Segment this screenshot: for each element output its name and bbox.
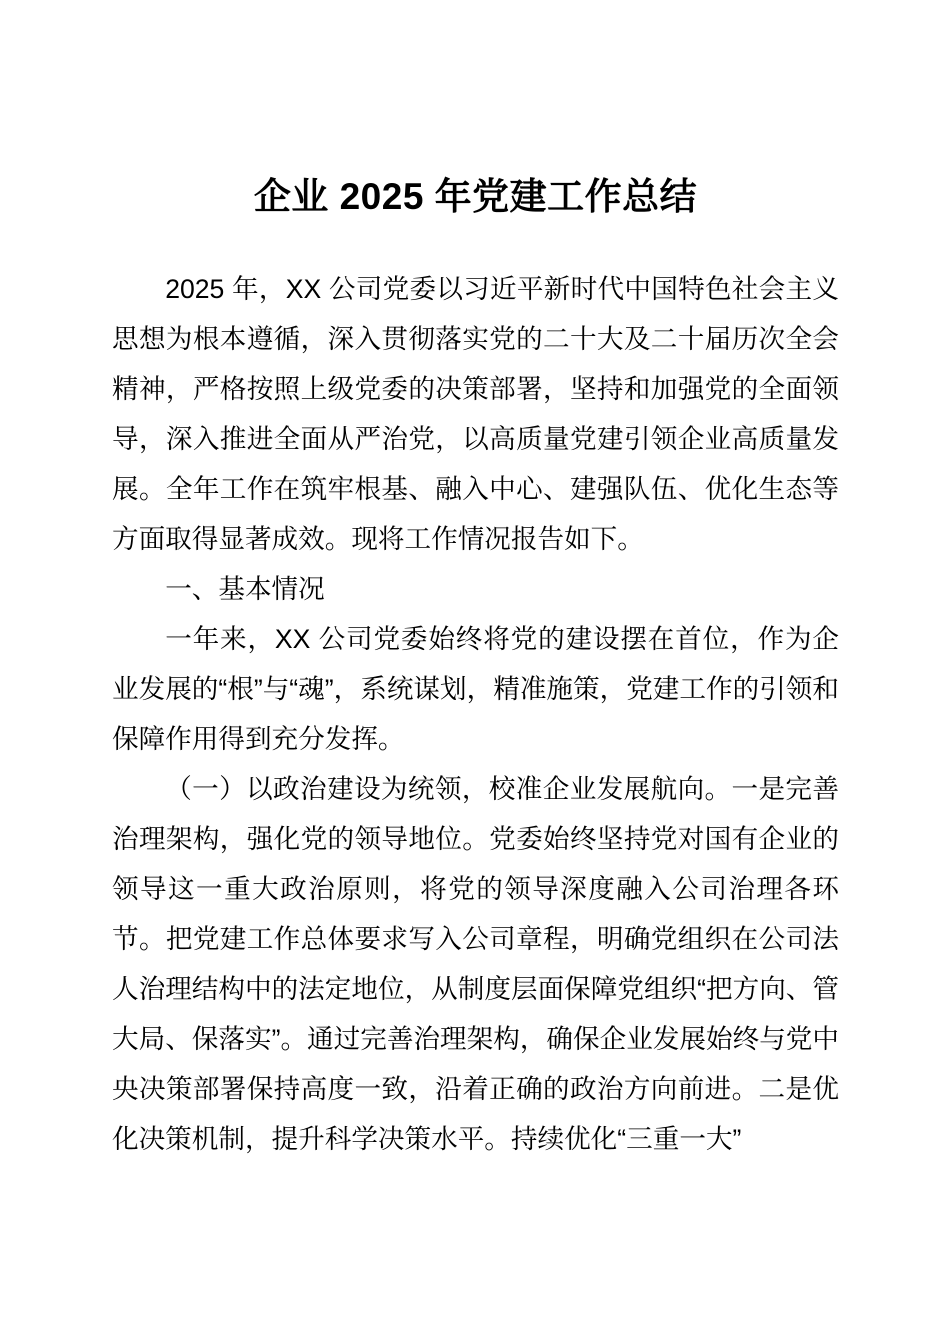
paragraph-intro: 2025 年，XX 公司党委以习近平新时代中国特色社会主义思想为根本遵循，深入贯彻落实党的二十大及二十届历次全会精神，严格按照上级党委的决策部署，坚持和加强党的全面领导，深入推进全面从严治党，以高质量党建引领企业高质量发展。全年工作在筑牢根基、融入中心、建强队伍、优化生态等方面取得显著成效。现将工作情况报告如下。: [112, 274, 839, 554]
section-heading-basic-situation: 一、基本情况: [165, 574, 325, 604]
document-content: [112, 0, 839, 1164]
paragraph-basic-situation: 一年来，XX 公司党委始终将党的建设摆在首位，作为企业发展的“根”与“魂”，系统谋划，精准施策，党建工作的引领和保障作用得到充分发挥。: [112, 624, 839, 754]
paragraph-subsection-political-building: （一）以政治建设为统领，校准企业发展航向。一是完善治理架构，强化党的领导地位。党委始终坚持党对国有企业的领导这一重大政治原则，将党的领导深度融入公司治理各环节。把党建工作总体要求写入公司章程，明确党组织在公司法人治理结构中的法定地位，从制度层面保障党组织“把方向、管大局、保落实”。通过完善治理架构，确保企业发展始终与党中央决策部署保持高度一致，沿着正确的政治方向前进。二是优化决策机制，提升科学决策水平。持续优化“三重一大”: [112, 774, 839, 1154]
page-title: 企业 2025 年党建工作总结: [253, 176, 698, 217]
